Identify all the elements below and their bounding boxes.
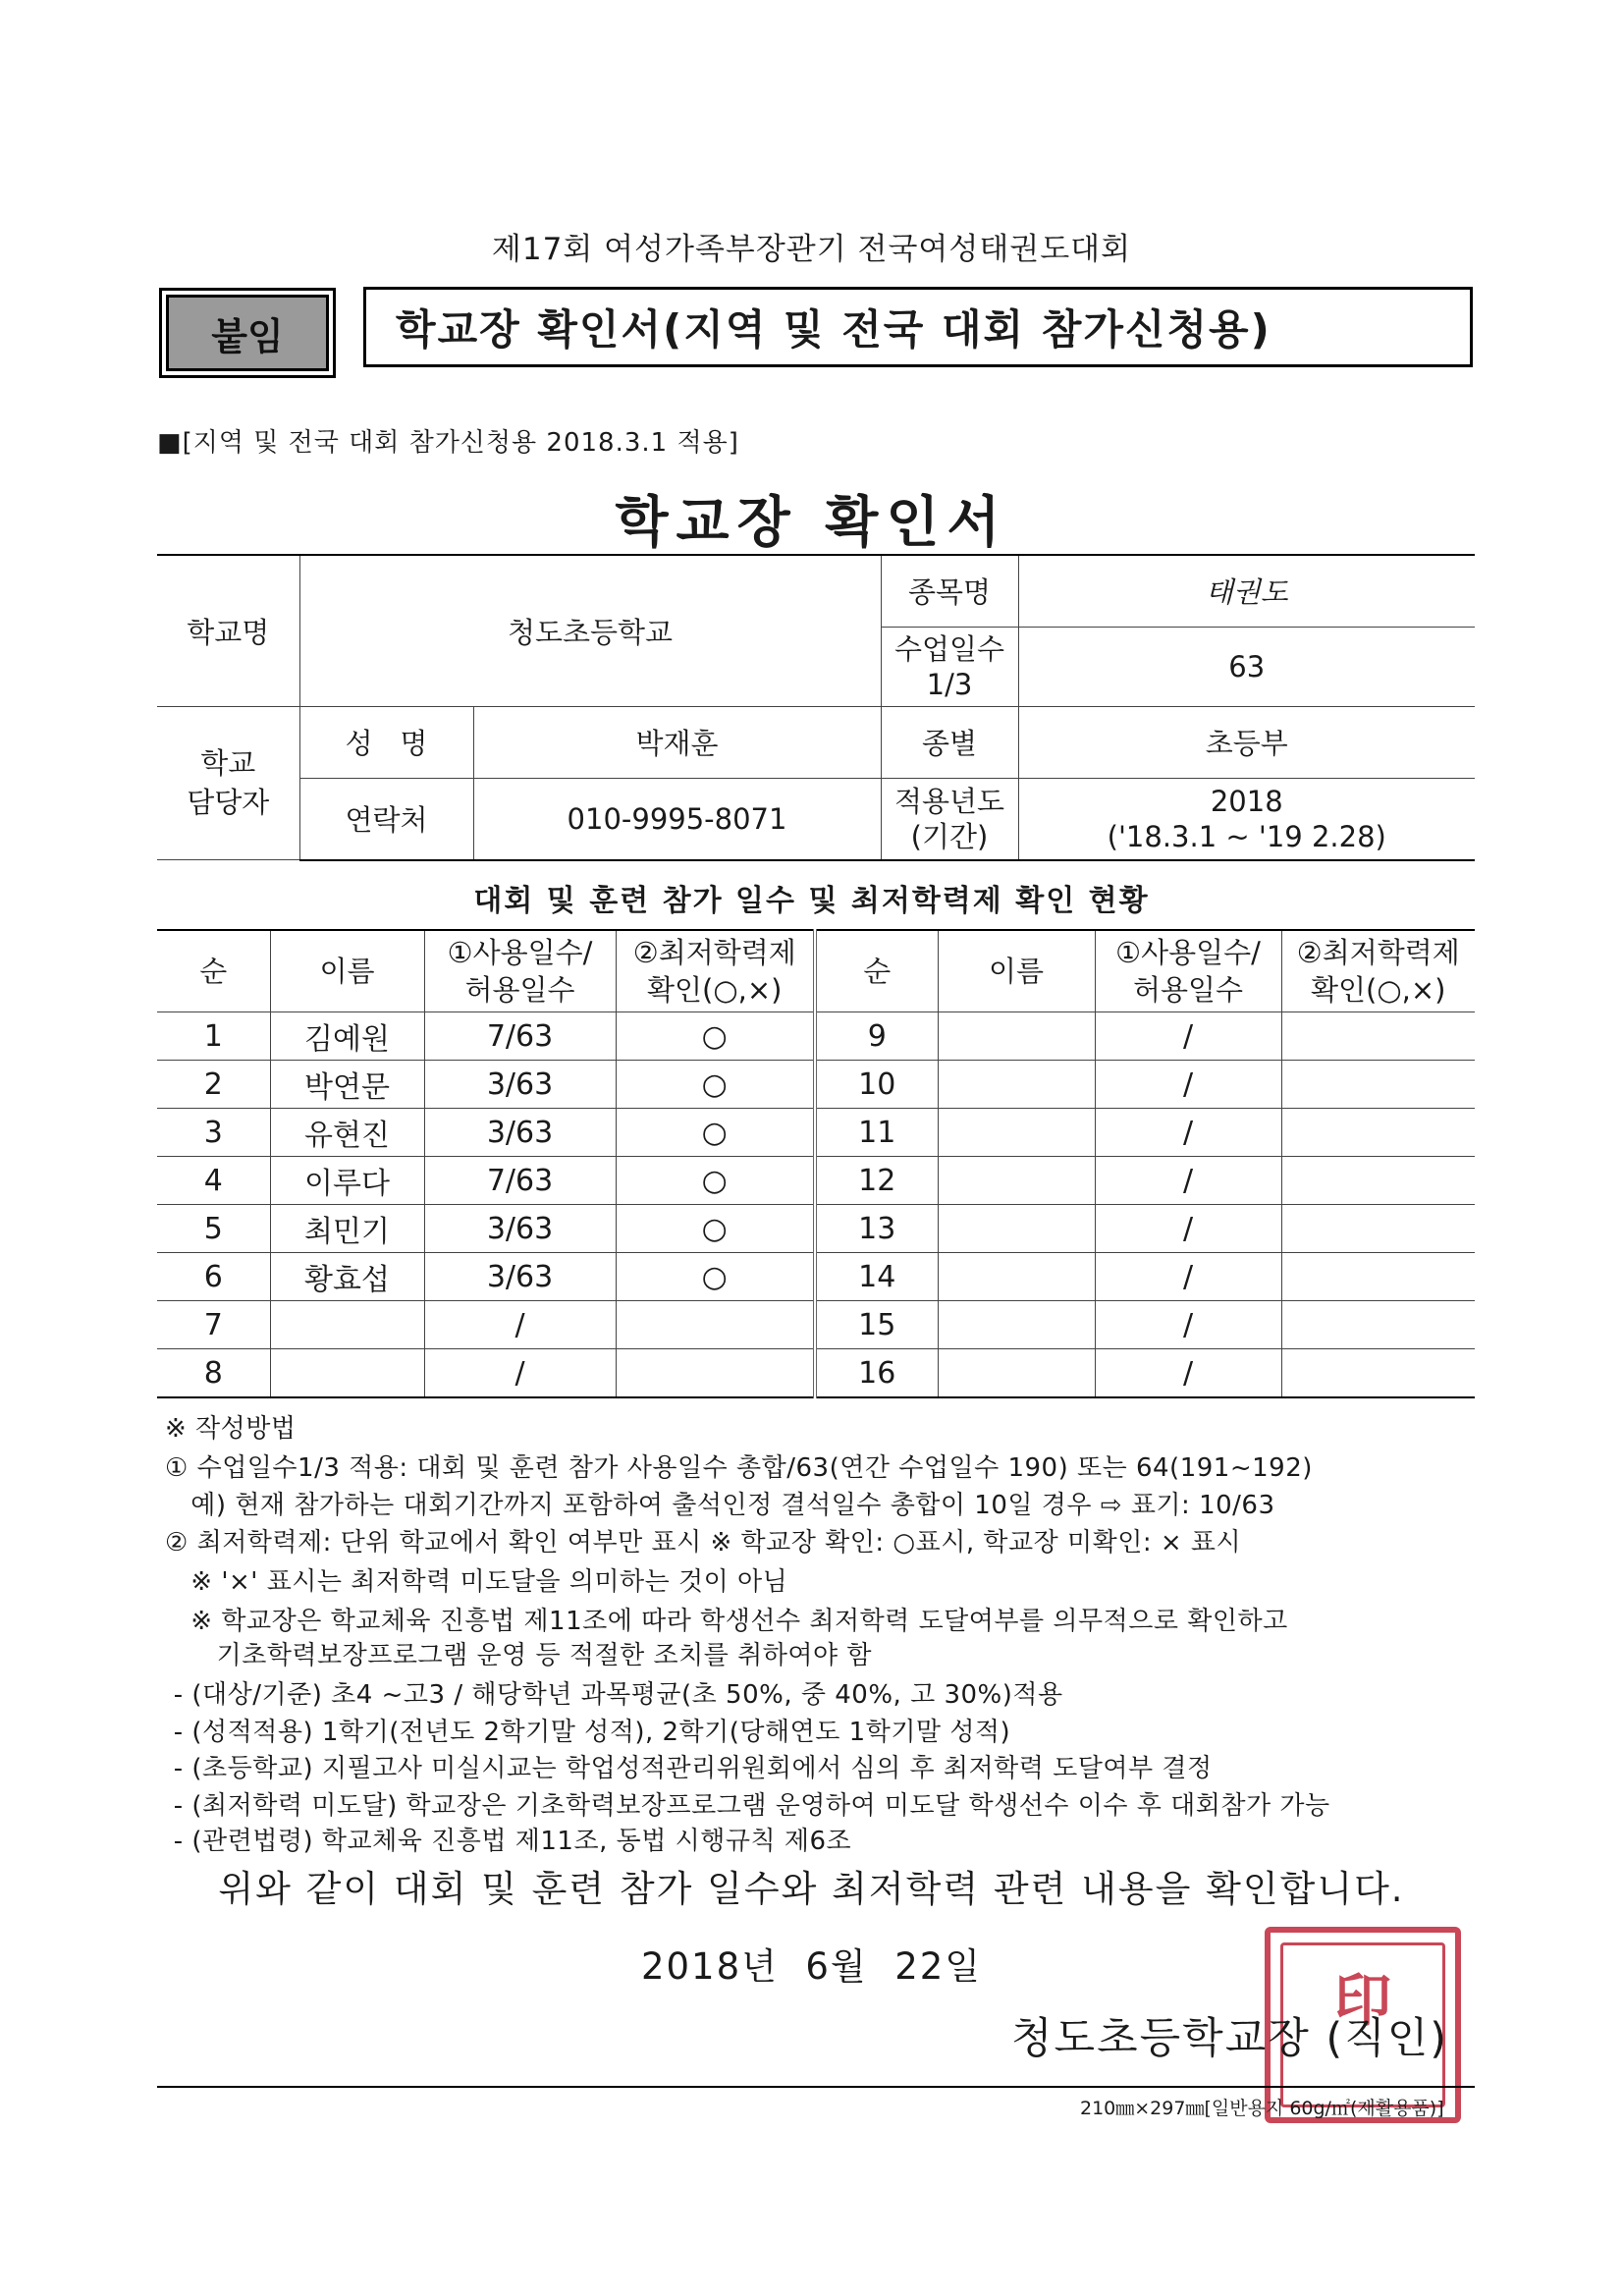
right-no-cell: 11 xyxy=(815,1109,938,1157)
left-name-cell xyxy=(270,1301,424,1349)
left-days-cell: 3/63 xyxy=(424,1205,616,1253)
attachment-tag: 붙임 xyxy=(159,288,336,378)
header-check-line2: 확인(○,×) xyxy=(1311,973,1446,1007)
event-label: 종목명 xyxy=(881,555,1018,627)
right-name-cell xyxy=(938,1205,1095,1253)
left-check-cell: ○ xyxy=(616,1157,815,1205)
status-title: 대회 및 훈련 참가 일수 및 최저학력제 확인 현황 xyxy=(473,884,1150,918)
staff-label xyxy=(157,706,299,860)
right-days-cell: / xyxy=(1095,1205,1281,1253)
right-name-cell xyxy=(938,1012,1095,1061)
right-name-cell xyxy=(938,1109,1095,1157)
staff-label-line1: 학교 xyxy=(200,746,256,781)
table-row xyxy=(157,1012,1475,1061)
table-row xyxy=(157,1205,1475,1253)
left-check-cell: ○ xyxy=(616,1061,815,1109)
header-days-right xyxy=(1095,930,1281,1012)
left-name-cell xyxy=(270,1349,424,1398)
year-value-cell xyxy=(1018,778,1475,860)
right-no-cell: 9 xyxy=(815,1012,938,1061)
class-days-label-line2: 1/3 xyxy=(926,667,973,701)
header-name-right: 이름 xyxy=(938,930,1095,1012)
left-name-cell: 김예원 xyxy=(270,1012,424,1061)
left-check-cell xyxy=(616,1349,815,1398)
right-days-cell: / xyxy=(1095,1301,1281,1349)
right-no-cell: 12 xyxy=(815,1157,938,1205)
right-name-cell xyxy=(938,1157,1095,1205)
right-days-cell: / xyxy=(1095,1012,1281,1061)
header-no: 순 xyxy=(157,930,270,1012)
header-days-line2: 허용일수 xyxy=(1132,973,1244,1007)
right-check-cell xyxy=(1281,1349,1475,1398)
left-name-cell: 이루다 xyxy=(270,1157,424,1205)
left-no-cell: 3 xyxy=(157,1109,270,1157)
right-check-cell xyxy=(1281,1253,1475,1301)
left-no-cell: 7 xyxy=(157,1301,270,1349)
note-line: ① 수업일수1/3 적용: 대회 및 훈련 참가 사용일수 총합/63(연간 수업일수 190) 또는 64(191~192) xyxy=(165,1453,1313,1483)
header-name: 이름 xyxy=(270,930,424,1012)
left-no-cell: 4 xyxy=(157,1157,270,1205)
right-days-cell: / xyxy=(1095,1061,1281,1109)
right-check-cell xyxy=(1281,1109,1475,1157)
left-days-cell: / xyxy=(424,1349,616,1398)
note-line: ※ '×' 표시는 최저학력 미도달을 의미하는 것이 아님 xyxy=(165,1567,788,1597)
right-days-cell: / xyxy=(1095,1253,1281,1301)
left-days-cell: 7/63 xyxy=(424,1157,616,1205)
table-row xyxy=(157,1157,1475,1205)
class-days-label xyxy=(881,627,1018,706)
year-label xyxy=(881,778,1018,860)
table-row xyxy=(157,1349,1475,1398)
header-check-right xyxy=(1281,930,1475,1012)
seal-glyph: 印 xyxy=(1333,1967,1391,2034)
right-days-cell: / xyxy=(1095,1349,1281,1398)
right-check-cell xyxy=(1281,1301,1475,1349)
note-line: - (대상/기준) 초4 ~고3 / 해당학년 과목평균(초 50%, 중 40%, 고 30%)적용 xyxy=(165,1680,1063,1710)
paper-spec: 210㎜×297㎜[일반용지 60g/㎡(재활용품)] xyxy=(1080,2098,1444,2119)
right-days-cell: / xyxy=(1095,1157,1281,1205)
right-check-cell xyxy=(1281,1012,1475,1061)
left-no-cell: 5 xyxy=(157,1205,270,1253)
participants-table xyxy=(157,929,1475,1398)
header-check-line2: 확인(○,×) xyxy=(647,973,783,1007)
year-value: 2018 xyxy=(1210,784,1283,818)
header-check xyxy=(616,930,815,1012)
contact-label: 연락처 xyxy=(299,778,473,860)
left-check-cell: ○ xyxy=(616,1205,815,1253)
header-check-line1: ②최저학력제 xyxy=(632,936,796,969)
subtitle: ■[지역 및 전국 대회 참가신청용 2018.3.1 적용] xyxy=(157,428,739,458)
right-name-cell xyxy=(938,1253,1095,1301)
note-line: 예) 현재 참가하는 대회기간까지 포함하여 출석인정 결석일수 총합이 10일 경우 ⇨ 표기: 10/63 xyxy=(165,1491,1275,1520)
left-name-cell: 박연문 xyxy=(270,1061,424,1109)
header-check-line1: ②최저학력제 xyxy=(1296,936,1460,969)
right-no-cell: 13 xyxy=(815,1205,938,1253)
document-title: 학교장 확인서 xyxy=(615,491,1008,555)
left-no-cell: 1 xyxy=(157,1012,270,1061)
left-no-cell: 2 xyxy=(157,1061,270,1109)
signer: 청도초등학교장 (직인) xyxy=(1011,2014,1449,2063)
period-value: ('18.3.1 ~ '19 2.28) xyxy=(1107,819,1386,853)
table-row xyxy=(157,1253,1475,1301)
header-days-line1: ①사용일수/ xyxy=(447,936,593,969)
class-days-value: 63 xyxy=(1018,627,1475,706)
left-days-cell: / xyxy=(424,1301,616,1349)
right-name-cell xyxy=(938,1349,1095,1398)
note-line: ※ 학교장은 학교체육 진흥법 제11조에 따라 학생선수 최저학력 도달여부를 의무적으로 확인하고 xyxy=(165,1607,1288,1636)
right-check-cell xyxy=(1281,1061,1475,1109)
note-line: - (관련법령) 학교체육 진흥법 제11조, 동법 시행규칙 제6조 xyxy=(165,1827,852,1856)
header-days-line1: ①사용일수/ xyxy=(1115,936,1261,969)
header-days-line2: 허용일수 xyxy=(464,973,575,1007)
right-no-cell: 14 xyxy=(815,1253,938,1301)
left-name-cell: 황효섭 xyxy=(270,1253,424,1301)
year-label-line2: (기간) xyxy=(910,819,989,853)
event-title: 제17회 여성가족부장관기 전국여성태권도대회 xyxy=(491,232,1132,267)
confirmation-text: 위와 같이 대회 및 훈련 참가 일수와 최저학력 관련 내용을 확인합니다. xyxy=(218,1868,1405,1910)
note-line: ※ 작성방법 xyxy=(165,1414,297,1444)
note-line: 기초학력보장프로그램 운영 등 적절한 조치를 취하여야 함 xyxy=(165,1641,872,1670)
left-check-cell: ○ xyxy=(616,1012,815,1061)
school-value: 청도초등학교 xyxy=(299,555,881,706)
left-days-cell: 3/63 xyxy=(424,1061,616,1109)
class-days-label-line1: 수업일수 xyxy=(893,631,1005,666)
staff-label-line2: 담당자 xyxy=(187,786,270,820)
right-name-cell xyxy=(938,1301,1095,1349)
left-no-cell: 6 xyxy=(157,1253,270,1301)
left-no-cell: 8 xyxy=(157,1349,270,1398)
table-row xyxy=(157,1109,1475,1157)
school-label: 학교명 xyxy=(157,555,299,706)
left-days-cell: 3/63 xyxy=(424,1253,616,1301)
left-check-cell: ○ xyxy=(616,1253,815,1301)
left-days-cell: 3/63 xyxy=(424,1109,616,1157)
header-days xyxy=(424,930,616,1012)
header-no-right: 순 xyxy=(815,930,938,1012)
bottom-rule xyxy=(157,2086,1475,2088)
table-row xyxy=(157,1301,1475,1349)
left-check-cell: ○ xyxy=(616,1109,815,1157)
division-label: 종별 xyxy=(881,706,1018,778)
note-line: ② 최저학력제: 단위 학교에서 확인 여부만 표시 ※ 학교장 확인: ○표시, 학교장 미확인: × 표시 xyxy=(165,1528,1242,1558)
event-value: 태권도 xyxy=(1018,555,1475,627)
name-label: 성 명 xyxy=(299,706,473,778)
left-check-cell xyxy=(616,1301,815,1349)
info-table xyxy=(157,554,1475,861)
right-no-cell: 10 xyxy=(815,1061,938,1109)
name-value: 박재훈 xyxy=(473,706,881,778)
right-check-cell xyxy=(1281,1157,1475,1205)
note-line: - (성적적용) 1학기(전년도 2학기말 성적), 2학기(당해연도 1학기말 성적) xyxy=(165,1718,1011,1747)
note-line: - (최저학력 미도달) 학교장은 기초학력보장프로그램 운영하여 미도달 학생선수 이수 후 대회참가 가능 xyxy=(165,1791,1330,1821)
table-row xyxy=(157,1061,1475,1109)
contact-value: 010-9995-8071 xyxy=(473,778,881,860)
note-line: - (초등학교) 지필고사 미실시교는 학업성적관리위원회에서 심의 후 최저학력 도달여부 결정 xyxy=(165,1754,1213,1783)
right-no-cell: 16 xyxy=(815,1349,938,1398)
banner-title: 학교장 확인서(지역 및 전국 대회 참가신청용) xyxy=(363,287,1473,367)
left-name-cell: 최민기 xyxy=(270,1205,424,1253)
year-label-line1: 적용년도 xyxy=(893,784,1005,818)
right-check-cell xyxy=(1281,1205,1475,1253)
right-days-cell: / xyxy=(1095,1109,1281,1157)
left-days-cell: 7/63 xyxy=(424,1012,616,1061)
right-name-cell xyxy=(938,1061,1095,1109)
left-name-cell: 유현진 xyxy=(270,1109,424,1157)
division-value: 초등부 xyxy=(1018,706,1475,778)
right-no-cell: 15 xyxy=(815,1301,938,1349)
date: 2018년 6월 22일 xyxy=(640,1945,983,1988)
